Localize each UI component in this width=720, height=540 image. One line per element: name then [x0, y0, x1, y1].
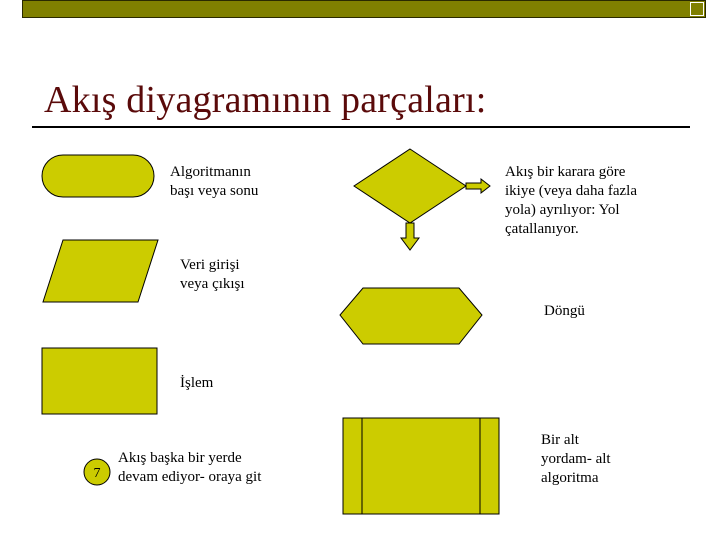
terminator-shape — [42, 155, 154, 197]
io-label: Veri girişi veya çıkışı — [180, 257, 245, 292]
slide-title: Akış diyagramının parçaları: — [44, 79, 487, 121]
decision-diamond-shape — [354, 149, 466, 223]
process-rectangle-shape — [42, 348, 157, 414]
subroutine-label: Bir alt yordam- alt algoritma — [541, 432, 611, 486]
arrow-right-icon — [466, 179, 490, 193]
connector-label: Akış başka bir yerde devam ediyor- oraya git — [118, 450, 262, 485]
loop-label: Döngü — [544, 303, 585, 319]
arrow-down-icon — [401, 223, 419, 250]
process-label: İşlem — [180, 375, 214, 391]
terminator-label: Algoritmanın başı veya sonu — [170, 164, 259, 199]
page-number: 7 — [93, 466, 101, 481]
decision-label: Akış bir karara göre ikiye (veya daha fazla yola) ayrılıyor: Yol çatallanıyor. — [505, 164, 638, 237]
io-parallelogram-shape — [43, 240, 158, 302]
subroutine-rectangle-shape — [343, 418, 499, 514]
loop-hexagon-shape — [340, 288, 482, 344]
